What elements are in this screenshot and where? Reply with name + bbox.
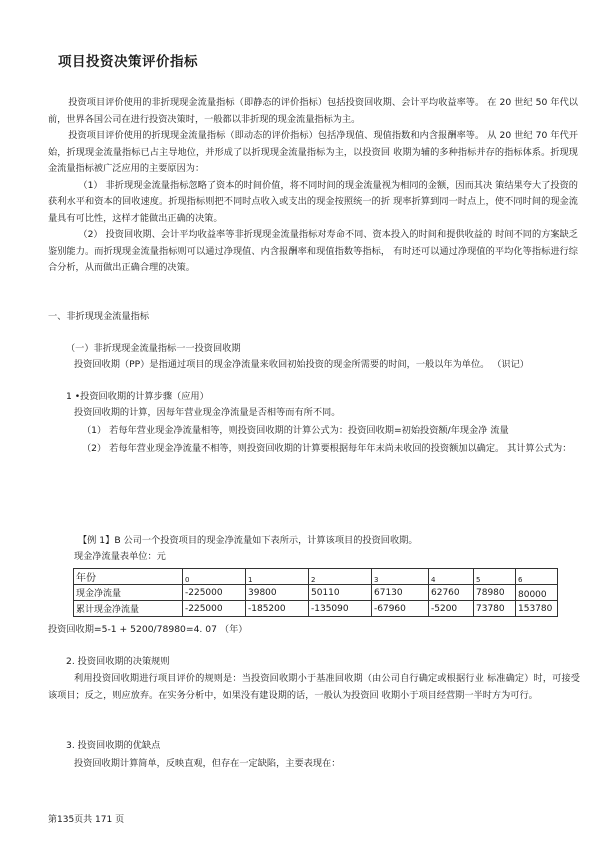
- intro-paragraph-1: 投资项目评价使用的非折现现金流量指标（即静态的评价指标）包括投资回收期、会计平均收益率等。 在 20 世纪 50 年代以前，世界各国公司在进行投资决策时，一般都以非折现的现金流量指标为主。: [48, 97, 578, 125]
- table-cell: 62760: [429, 585, 474, 601]
- table-year-cell: 1: [246, 569, 309, 585]
- table-row: [74, 585, 558, 601]
- intro-paragraph-3: （1） 非折现现金流量指标忽略了资本的时间价值，将不同时间的现金流量视为相同的金额，因而其决 策结果夸大了投资的获利水平和资本的回收速度。折现指标则把不同时点收入或支出的现金按照统一的折 现率折算到同一时点上，使不同时间的现金流量具有可比性，这样才能做出正确的决策。: [48, 179, 578, 224]
- table-cell: -225000: [183, 585, 246, 601]
- table-unit-label: 现金净流量表单位：元: [74, 551, 166, 562]
- table-cell: -225000: [183, 601, 246, 617]
- table-header-row: [74, 569, 558, 585]
- steps-heading: 1 •投资回收期的计算步骤（应用）: [66, 391, 209, 402]
- table-year-cell: 3: [372, 569, 429, 585]
- subsection-heading: （一）非折现现金流量指标一一投资回收期: [66, 343, 241, 354]
- table-header-year: 年份: [74, 569, 183, 585]
- table-row: [74, 601, 558, 617]
- table-cell: 50110: [309, 585, 372, 601]
- table-cell: 67130: [372, 585, 429, 601]
- table-cell: -135090: [309, 601, 372, 617]
- pros-cons-text: 投资回收期计算简单，反映直观，但存在一定缺陷，主要表现在：: [74, 758, 341, 769]
- intro-paragraph-4: （2） 投资回收期、会计平均收益率等非折现现金流量指标对寿命不同、资本投入的时间和提供收益的 时间不同的方案缺乏鉴别能力。而折现现金流量指标则可以通过净现值、内含报酬率和现值指数等指标， 有时还可以通过净现值的平均化等指标进行综合分析，从而做出正确合理的决策。: [48, 229, 578, 273]
- cash-flow-table: [73, 568, 558, 617]
- table-cell: 80000: [516, 585, 558, 601]
- rule-heading: 2. 投资回收期的决策规则: [66, 656, 170, 667]
- table-cell: 153780: [516, 601, 558, 617]
- table-cell: 78980: [474, 585, 516, 601]
- example-text: 【例 1】B 公司一个投资项目的现金净流量如下表所示，计算该项目的投资回收期。: [78, 535, 418, 546]
- page-title: 项目投资决策评价指标: [58, 54, 198, 70]
- table-cell: -185200: [246, 601, 309, 617]
- table-row-label: 现金净流量: [74, 585, 183, 601]
- table-cell: 73780: [474, 601, 516, 617]
- intro-paragraph-2: 投资项目评价使用的折现现金流量指标（即动态的评价指标）包括净现值、现值指数和内含报酬率等。 从 20 世纪 70 年代开始，折现现金流量指标已占主导地位，并形成了以折现现金流量指标为主，以投资回 收期为辅的多种指标并存的指标体系。折现现金流量指标被广泛应用的主要原因为：: [48, 130, 578, 174]
- definition-text: 投资回收期（PP）是指通过项目的现金净流量来收回初始投资的现金所需要的时间，一般以年为单位。 （识记）: [74, 359, 529, 370]
- page-number-footer: 第135页共 171 页: [48, 815, 125, 825]
- table-cell: -67960: [372, 601, 429, 617]
- table-cell: 39800: [246, 585, 309, 601]
- payback-result: 投资回收期=5-1 + 5200/78980=4. 07 （年）: [48, 624, 248, 635]
- section-heading: 一、非折现现金流量指标: [48, 311, 150, 322]
- table-year-cell: 6: [516, 569, 558, 585]
- pros-cons-heading: 3. 投资回收期的优缺点: [66, 740, 161, 751]
- rule-text: 利用投资回收期进行项目评价的规则是：当投资回收期小于基准回收期（由公司自行确定或根据行业 标准确定）时，可接受该项目；反之，则应放弃。在实务分析中，如果没有建设期的话，一般认为投资回 收期小于项目经营期一半时方为可行。: [48, 673, 580, 701]
- table-year-cell: 2: [309, 569, 372, 585]
- table-cell: -5200: [429, 601, 474, 617]
- table-year-cell: 5: [474, 569, 516, 585]
- table-year-cell: 4: [429, 569, 474, 585]
- steps-intro: 投资回收期的计算，因每年营业现金净流量是否相等而有所不同。: [74, 407, 341, 418]
- case-2-text: （2） 若每年营业现金净流量不相等，则投资回收期的计算要根据每年年末尚未收回的投资额加以确定。 其计算公式为：: [82, 443, 572, 454]
- table-row-label: 累计现金净流量: [74, 601, 183, 617]
- intro-section: [48, 95, 578, 277]
- table-year-cell: 0: [183, 569, 246, 585]
- case-1-text: （1） 若每年营业现金净流量相等，则投资回收期的计算公式为：投资回收期=初始投资额/年现金净 流量: [82, 425, 509, 436]
